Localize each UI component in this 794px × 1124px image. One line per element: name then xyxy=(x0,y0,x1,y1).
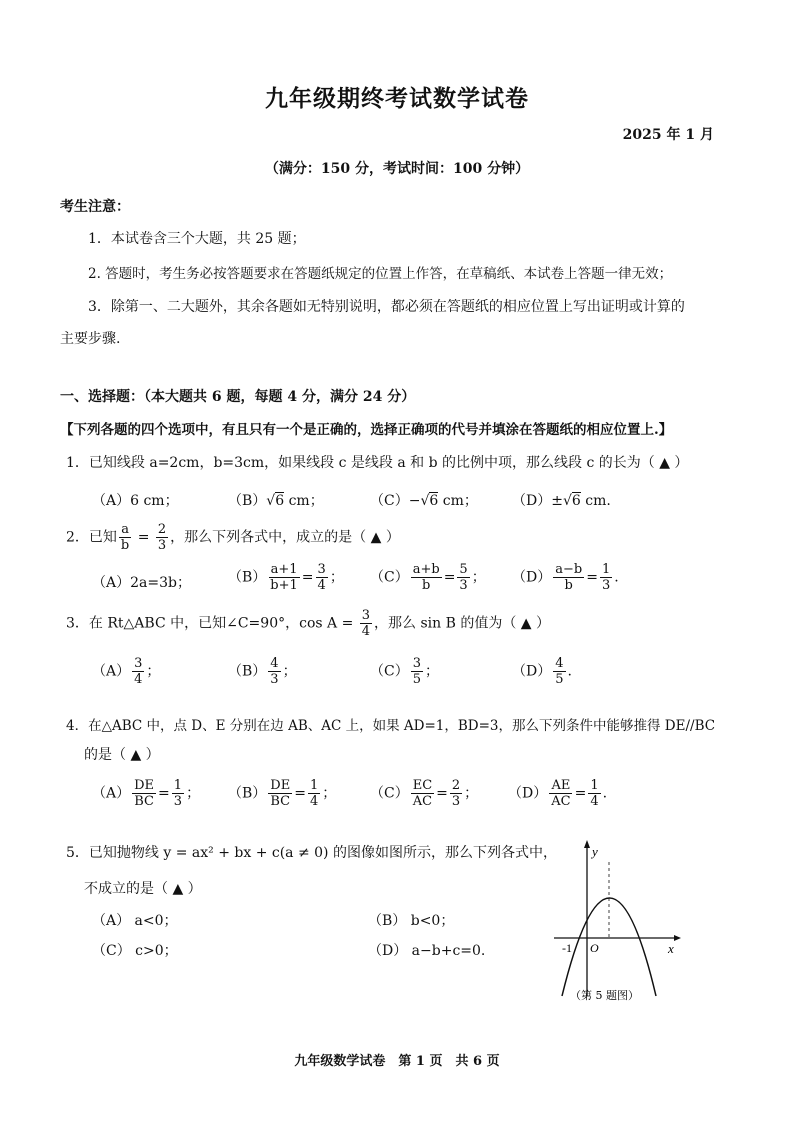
fraction xyxy=(553,562,584,593)
fraction xyxy=(450,778,462,809)
q3-option-a xyxy=(92,656,160,687)
fraction xyxy=(172,778,184,809)
option-label: （B） xyxy=(228,785,267,802)
q1-option-a-text: （A）6 cm； xyxy=(92,493,179,509)
denominator: b xyxy=(120,538,130,553)
x-axis-label: x xyxy=(668,941,674,956)
option-suffix: . xyxy=(614,569,619,586)
q3-option-b xyxy=(228,656,297,687)
option-label: （C） xyxy=(370,569,409,586)
q4-option-d: （D） $\frac{AE}{AC}$ = $\frac{1}{4}$ . xyxy=(508,778,608,809)
numerator: a+1 xyxy=(270,562,298,577)
numerator: DE xyxy=(134,778,155,793)
figure-caption: （第 5 题图） xyxy=(570,989,639,1002)
q3-option-d xyxy=(512,656,572,687)
option-suffix: . xyxy=(602,785,608,802)
score-info: （满分：150 分，考试时间：100 分钟） xyxy=(264,161,530,177)
q3-stem-post: ，那么 sin B 的值为（ ▲ ） xyxy=(374,615,551,632)
option-label: （C）− xyxy=(370,493,421,509)
numerator: 3 xyxy=(361,608,371,623)
fraction xyxy=(156,522,168,553)
option-suffix: cm. xyxy=(580,493,611,509)
numerator: 4 xyxy=(555,656,564,671)
fraction xyxy=(411,562,442,593)
q4-stem-cont: 的是（ ▲ ） xyxy=(84,747,160,763)
denominator: BC xyxy=(270,794,291,809)
numerator: 4 xyxy=(270,656,279,671)
fraction xyxy=(600,562,612,593)
q4-option-b: （B） $\frac{DE}{BC}$ = $\frac{1}{4}$ ； xyxy=(228,778,337,809)
option-label: （D） xyxy=(508,785,548,802)
equals: = xyxy=(133,529,154,546)
numerator: 1 xyxy=(173,778,183,793)
radicand: 6 xyxy=(275,493,285,509)
q4-option-a: （A） $\frac{DE}{BC}$ = $\frac{1}{3}$ ； xyxy=(92,778,201,809)
q2-option-a: （A）2a=3b； xyxy=(92,575,191,591)
numerator: 5 xyxy=(459,562,468,577)
denominator: b xyxy=(422,578,431,593)
numerator: 3 xyxy=(317,562,326,577)
q2-stem-post: ，那么下列各式中，成立的是（ ▲ ） xyxy=(170,529,400,546)
denominator: 3 xyxy=(270,672,279,687)
denominator: AC xyxy=(412,794,433,809)
option-label: （B） xyxy=(228,493,267,509)
q5-stem: 5．已知抛物线 y = ax² + bx + c(a ≠ 0) 的图像如图所示，那么下列各式中， xyxy=(66,845,557,861)
numerator: 3 xyxy=(134,656,143,671)
denominator: AC xyxy=(551,794,571,809)
denominator: 4 xyxy=(361,624,371,639)
notice-item-1: 1．本试卷含三个大题，共 25 题； xyxy=(88,231,306,247)
fraction xyxy=(268,562,300,593)
fraction xyxy=(588,778,600,809)
numerator: 3 xyxy=(412,656,421,671)
fraction xyxy=(316,562,328,593)
denominator: b xyxy=(564,578,573,593)
numerator: a−b xyxy=(555,562,583,577)
page-footer: 九年级数学试卷 第 1 页 共 6 页 xyxy=(294,1054,500,1069)
q2-option-d: （D） $\frac{a-b}{b}$ = $\frac{1}{3}$ . xyxy=(512,562,619,593)
q5-option-d: （D） a−b+c=0. xyxy=(368,943,486,959)
option-suffix: ； xyxy=(464,785,479,802)
q3-option-c xyxy=(370,656,439,687)
denominator: 5 xyxy=(555,672,564,687)
fraction xyxy=(268,778,292,809)
fraction xyxy=(132,656,144,687)
numerator: a xyxy=(121,522,129,537)
denominator: 3 xyxy=(157,538,167,553)
denominator: 4 xyxy=(590,794,599,809)
numerator: EC xyxy=(412,778,433,793)
denominator: 4 xyxy=(309,794,319,809)
fraction xyxy=(457,562,469,593)
numerator: AE xyxy=(551,778,571,793)
y-axis-arrow-icon xyxy=(584,840,590,848)
fraction xyxy=(268,656,280,687)
denominator: BC xyxy=(134,794,154,809)
numerator: 2 xyxy=(451,778,461,793)
numerator: 1 xyxy=(309,778,319,793)
page-title: 九年级期终考试数学试卷 xyxy=(265,85,529,112)
q3-stem-pre: 3．在 Rt△ABC 中，已知∠C=90°，cos A = xyxy=(66,615,358,632)
option-label: （C） xyxy=(370,663,409,680)
option-suffix: ； xyxy=(425,663,439,680)
q2-option-b: （B） $\frac{a+1}{b+1}$ = $\frac{3}{4}$ ； xyxy=(228,562,344,593)
option-suffix: cm； xyxy=(438,493,478,509)
option-label: （B） xyxy=(228,663,267,680)
numerator: 2 xyxy=(157,522,167,537)
x-axis-arrow-icon xyxy=(674,935,681,941)
option-suffix: ； xyxy=(329,569,344,586)
fraction xyxy=(411,778,434,809)
option-label: （D）± xyxy=(512,493,563,509)
notice-item-3-cont: 主要步骤. xyxy=(60,331,121,347)
q3-stem xyxy=(66,608,550,639)
option-suffix: ； xyxy=(471,569,486,586)
radicand: 6 xyxy=(429,493,439,509)
fraction xyxy=(308,778,320,809)
numerator: 1 xyxy=(601,562,611,577)
radicand: 6 xyxy=(571,493,581,509)
option-label: （D） xyxy=(512,569,552,586)
option-label: （A） xyxy=(92,663,131,680)
numerator: a+b xyxy=(412,562,440,577)
option-suffix: ； xyxy=(282,663,297,680)
numerator: DE xyxy=(270,778,291,793)
option-label: （D） xyxy=(512,663,552,680)
section-heading: 一、选择题：（本大题共 6 题，每题 4 分，满分 24 分） xyxy=(60,389,416,405)
option-suffix: ； xyxy=(186,785,201,802)
neg-one-label: -1 xyxy=(562,941,572,955)
exam-date: 2025 年 1 月 xyxy=(622,127,714,143)
option-suffix: . xyxy=(567,663,572,680)
q5-option-b: （B） b<0； xyxy=(368,913,455,929)
section-instruction: 【下列各题的四个选项中，有且只有一个是正确的，选择正确项的代号并填涂在答题纸的相应位置上.】 xyxy=(60,422,673,438)
numerator: 1 xyxy=(590,778,599,793)
q2-stem xyxy=(66,522,400,553)
denominator: 3 xyxy=(451,794,461,809)
fraction xyxy=(553,656,565,687)
parabola-figure xyxy=(550,836,690,1006)
denominator: 3 xyxy=(173,794,183,809)
option-suffix: cm； xyxy=(284,493,324,509)
option-suffix: ； xyxy=(146,663,161,680)
q1-option-d: （D）±√6 cm. xyxy=(512,493,611,509)
fraction xyxy=(132,778,156,809)
q1-option-c: （C）−√6 cm； xyxy=(370,493,478,509)
option-label: （A） xyxy=(92,785,131,802)
q4-option-c: （C） $\frac{EC}{AC}$ = $\frac{2}{3}$ ； xyxy=(370,778,479,809)
denominator: 5 xyxy=(412,672,421,687)
fraction xyxy=(411,656,423,687)
denominator: 4 xyxy=(317,578,326,593)
fraction xyxy=(119,522,131,553)
fraction xyxy=(360,608,372,639)
q5-option-c: （C） c>0； xyxy=(92,943,178,959)
q2-stem-pre: 2．已知 xyxy=(66,529,117,546)
q4-stem: 4．在△ABC 中，点 D、E 分别在边 AB、AC 上，如果 AD=1，BD=3，那么下列条件中能够推得 DE//BC xyxy=(66,718,716,734)
q5-option-a: （A） a<0； xyxy=(92,913,178,929)
option-suffix: ； xyxy=(322,785,337,802)
notice-item-3: 3．除第一、二大题外，其余各题如无特别说明，都必须在答题纸的相应位置上写出证明或计算的 xyxy=(88,299,685,315)
q2-option-c: （C） $\frac{a+b}{b}$ = $\frac{5}{3}$ ； xyxy=(370,562,486,593)
option-label: （B） xyxy=(228,569,267,586)
notice-item-2: 2. 答题时，考生务必按答题要求在答题纸规定的位置上作答，在草稿纸、本试卷上答题一律无效； xyxy=(88,266,673,282)
q5-stem-cont: 不成立的是（ ▲ ） xyxy=(84,881,202,897)
q1-option-b: （B）√6 cm； xyxy=(228,493,324,509)
denominator: 3 xyxy=(459,578,468,593)
notice-heading: 考生注意： xyxy=(60,199,130,215)
origin-label: O xyxy=(590,941,599,955)
q1-stem: 1．已知线段 a=2cm，b=3cm，如果线段 c 是线段 a 和 b 的比例中项，那么线段 c 的长为（ ▲ ） xyxy=(66,455,689,471)
y-axis-label: y xyxy=(592,844,598,859)
denominator: 3 xyxy=(601,578,611,593)
denominator: b+1 xyxy=(270,578,298,593)
denominator: 4 xyxy=(134,672,143,687)
q1-option-a xyxy=(92,490,179,510)
fraction xyxy=(549,778,572,809)
option-label: （C） xyxy=(370,785,409,802)
